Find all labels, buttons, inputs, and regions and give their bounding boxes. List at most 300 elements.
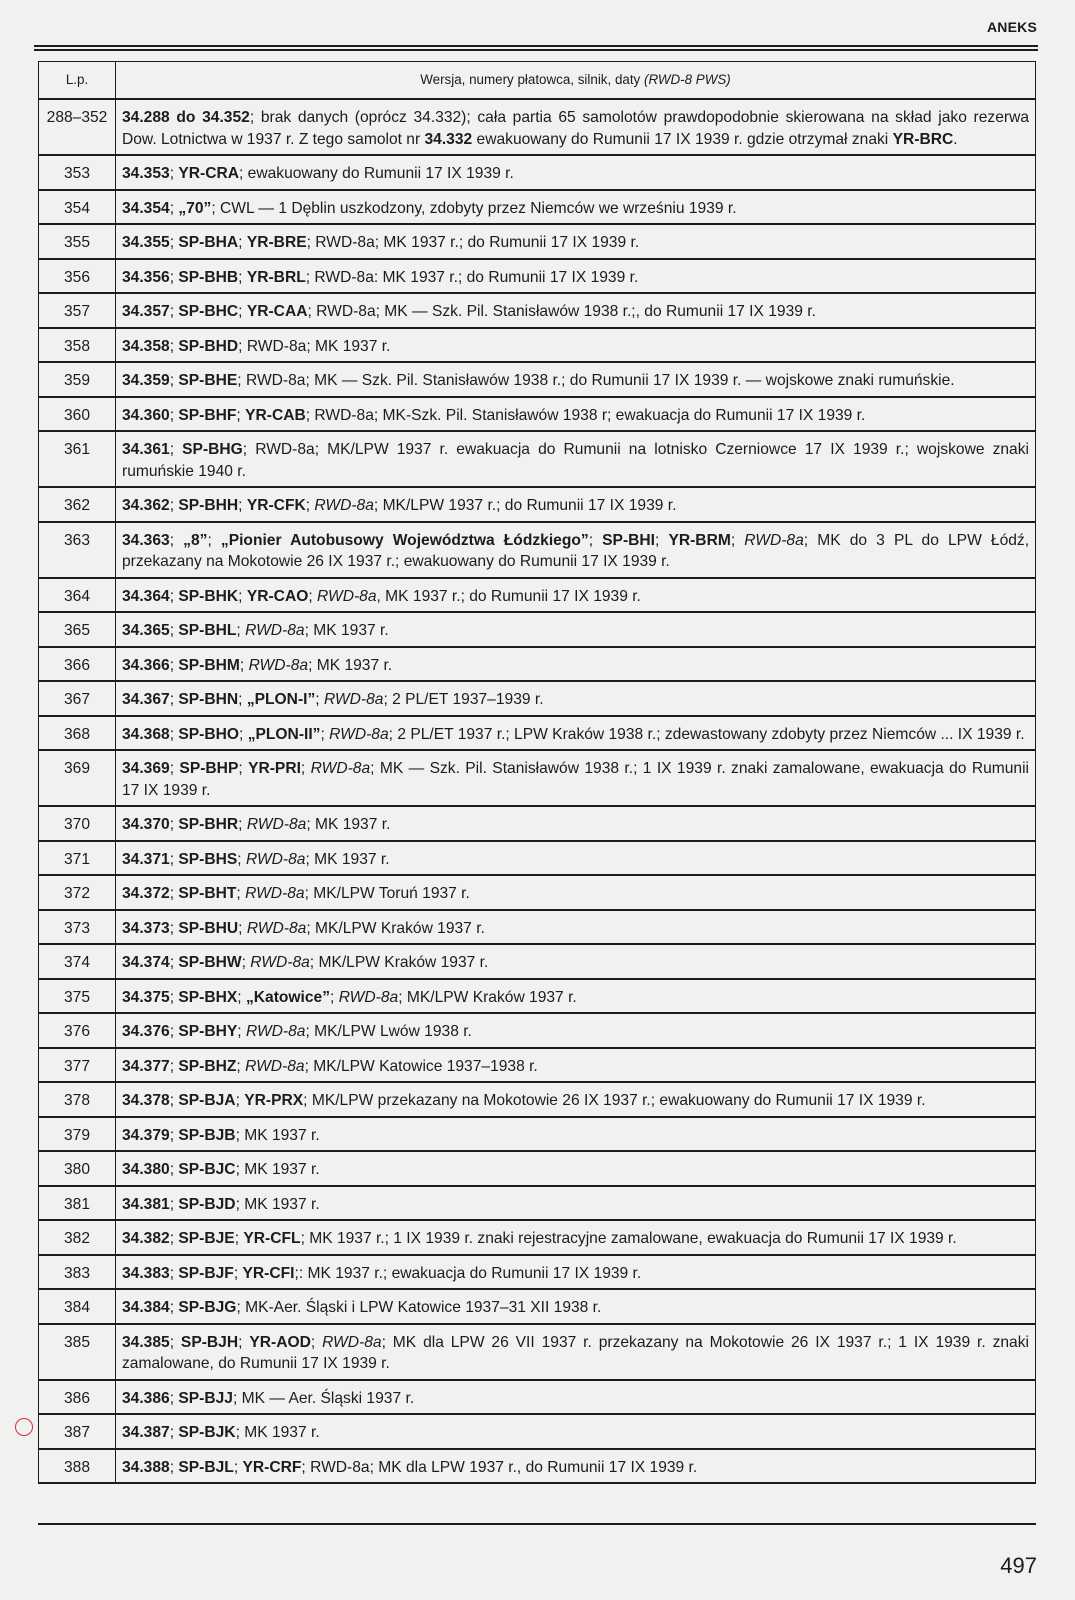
bold-text: 34.369 — [122, 760, 170, 777]
bold-text: YR-CAB — [245, 406, 306, 424]
bold-text: 34.362 — [122, 497, 170, 514]
italic-text: RWD-8a — [323, 691, 384, 708]
text: ; — [655, 531, 669, 549]
row-number-cell: 366 — [39, 647, 116, 682]
italic-text: RWD-8a — [310, 760, 371, 777]
text: ; — [169, 1230, 179, 1247]
bold-text: SP-BJB — [178, 1126, 236, 1144]
row-number-cell: 388 — [39, 1449, 116, 1484]
row-description-cell — [116, 750, 1036, 806]
text: ; — [169, 303, 179, 320]
text: ; — [236, 885, 246, 902]
text: ; — [169, 268, 179, 286]
bold-text: 34.358 — [122, 337, 170, 355]
text: ; — [169, 165, 179, 182]
text: ; RWD-8a: MK 1937 r.; do Rumunii 17 IX 1939 r. — [305, 268, 639, 286]
bold-text: SP-BHK — [178, 587, 239, 605]
bold-text: SP-BJG — [178, 1299, 237, 1316]
text: ewakuowany do Rumunii 17 IX 1939 r. gdzie otrzymał znaki — [472, 130, 893, 148]
italic-text: RWD-8a — [322, 1333, 382, 1351]
text: ; RWD-8a; MK — Szk. Pil. Stanisławów 1938 r.;, do Rumunii 17 IX 1939 r. — [307, 303, 816, 320]
bold-text: 34.367 — [122, 691, 170, 708]
table-row — [39, 681, 1036, 716]
table-body — [39, 99, 1036, 1483]
text: ; RWD-8a; MK 1937 r. — [238, 337, 391, 355]
bold-text: YR-PRX — [244, 1092, 304, 1109]
bold-text: YR-CFI — [242, 1264, 295, 1282]
table-row — [39, 944, 1036, 979]
text: ; — [169, 1092, 179, 1109]
table-row — [39, 328, 1036, 363]
table-row — [39, 224, 1036, 259]
bold-text: SP-BJC — [178, 1161, 236, 1178]
bold-text: 34.378 — [122, 1092, 170, 1109]
text: ; — [239, 656, 249, 674]
text: ; — [305, 497, 315, 514]
table-row — [39, 362, 1036, 397]
text: ; — [588, 531, 603, 549]
table-row — [39, 259, 1036, 294]
row-number-cell: 353 — [39, 155, 116, 190]
text: ; — [169, 656, 179, 674]
bold-text: 34.375 — [122, 988, 170, 1006]
text: ; MK 1937 r. — [304, 622, 389, 639]
text: ; RWD-8a; MK-Szk. Pil. Stanisławów 1938 r; ewakuacja do Rumunii 17 IX 1939 r. — [305, 406, 866, 424]
text: ; — [233, 1264, 243, 1282]
row-description-cell — [116, 1414, 1036, 1449]
row-description-cell — [116, 1324, 1036, 1380]
bold-text: 34.384 — [122, 1299, 170, 1316]
table-row — [39, 522, 1036, 578]
column-header-lp: L.p. — [39, 62, 116, 100]
column-header-description-main: Wersja, numery płatowca, silnik, daty — [420, 72, 644, 88]
text: ; — [235, 1092, 245, 1109]
table-row — [39, 1048, 1036, 1083]
text: ; — [237, 850, 246, 868]
text: ; — [239, 725, 248, 743]
row-number-cell: 372 — [39, 875, 116, 910]
row-description-cell — [116, 910, 1036, 945]
bold-text: 34.382 — [122, 1230, 170, 1247]
row-number-cell: 360 — [39, 397, 116, 432]
bold-text: SP-BHF — [178, 406, 237, 424]
bold-text: SP-BHO — [178, 725, 240, 743]
column-header-description — [116, 62, 1036, 100]
row-number-cell: 361 — [39, 431, 116, 487]
text: ; — [169, 587, 179, 605]
text: ; MK/LPW 1937 r.; do Rumunii 17 IX 1939 r. — [373, 497, 677, 514]
text: ; — [169, 372, 179, 389]
bold-text: SP-BJD — [178, 1195, 236, 1213]
bold-text: YR-BRL — [246, 268, 306, 286]
text: ; MK do 3 PL do LPW Łódź, przekazany na Mokotowie 26 IX 1937 r.; ewakuowany do Rumunii 17 IX 1939 r. — [122, 531, 1030, 570]
text: ; — [234, 1230, 244, 1247]
bold-text: „PLON-I” — [246, 691, 316, 708]
row-description-cell — [116, 578, 1036, 613]
bold-text: YR-CAO — [246, 587, 309, 605]
text: ; MK 1937 r.; 1 IX 1939 r. znaki rejestracyjne zamalowane, ewakuacja do Rumunii 17 IX 1939 r. — [300, 1230, 957, 1247]
text: ; MK 1937 r. — [235, 1161, 320, 1178]
row-number-cell: 357 — [39, 293, 116, 328]
bold-text: 34.386 — [122, 1389, 170, 1407]
text: ; brak danych (oprócz 34.332); cała partia 65 samolotów prawdopodobnie skierowana na skład jako rezerwa Dow. Lotnictwa w 1937 r. Z tego samolot nr — [122, 109, 1030, 148]
bold-text: SP-BHN — [178, 691, 239, 708]
row-number-cell: 355 — [39, 224, 116, 259]
row-description-cell — [116, 716, 1036, 751]
bold-text: SP-BJH — [180, 1333, 239, 1351]
row-number-cell: 356 — [39, 259, 116, 294]
row-description-cell — [116, 487, 1036, 522]
text: ; — [310, 1333, 323, 1351]
text: ; MK/LPW Toruń 1937 r. — [304, 885, 470, 902]
row-description-cell — [116, 328, 1036, 363]
text: ; — [169, 234, 179, 251]
text: ; — [169, 531, 184, 549]
text: ; — [241, 954, 251, 971]
row-number-cell: 374 — [39, 944, 116, 979]
bold-text: 34.332 — [424, 130, 473, 148]
text: . — [953, 130, 958, 148]
bold-text: 34.355 — [122, 234, 170, 251]
row-description-cell — [116, 647, 1036, 682]
bold-text: 34.387 — [122, 1424, 170, 1441]
bold-text: 34.381 — [122, 1195, 170, 1213]
text: ; — [237, 1023, 246, 1040]
text: ; — [169, 1299, 179, 1316]
bold-text: „PLON-II” — [247, 725, 321, 743]
row-description-cell — [116, 1220, 1036, 1255]
row-number-cell: 387 — [39, 1414, 116, 1449]
bold-text: YR-CAA — [246, 303, 308, 320]
italic-text: RWD-8a — [245, 885, 305, 902]
row-number-cell: 380 — [39, 1151, 116, 1186]
row-description-cell — [116, 612, 1036, 647]
text: ; — [238, 760, 249, 777]
text: ; — [169, 1389, 179, 1407]
table-row — [39, 1324, 1036, 1380]
bold-text: 34.361 — [122, 441, 170, 458]
row-description-cell — [116, 190, 1036, 225]
text: ; — [300, 760, 311, 777]
text: ; MK 1937 r. — [235, 1424, 320, 1441]
bold-text: YR-BRC — [892, 130, 954, 148]
table-row — [39, 99, 1036, 155]
italic-text: RWD-8a — [246, 816, 307, 833]
text: ; — [238, 268, 247, 286]
text: ; — [169, 622, 179, 639]
row-description-cell — [116, 259, 1036, 294]
text: ; MK 1937 r. — [305, 850, 390, 868]
text: ; — [315, 691, 324, 708]
row-number-cell: 369 — [39, 750, 116, 806]
italic-text: RWD-8a — [245, 622, 305, 639]
table-row — [39, 1255, 1036, 1290]
table-row — [39, 1414, 1036, 1449]
text: ; — [169, 691, 179, 708]
bold-text: 34.356 — [122, 268, 170, 286]
bold-text: SP-BJF — [178, 1264, 234, 1282]
row-description-cell — [116, 397, 1036, 432]
italic-text: RWD-8a — [250, 954, 310, 971]
text: ; — [320, 725, 330, 743]
text: ; MK/LPW przekazany na Mokotowie 26 IX 1937 r.; ewakuowany do Rumunii 17 IX 1939 r. — [303, 1092, 926, 1109]
bold-text: 34.376 — [122, 1023, 170, 1040]
text: ; — [169, 919, 179, 937]
row-number-cell: 382 — [39, 1220, 116, 1255]
table-row — [39, 750, 1036, 806]
row-number-cell: 370 — [39, 806, 116, 841]
bold-text: 34.371 — [122, 850, 170, 868]
bottom-rule — [38, 1523, 1036, 1525]
table-row — [39, 487, 1036, 522]
table-row — [39, 979, 1036, 1014]
table-row — [39, 1117, 1036, 1152]
bold-text: 34.377 — [122, 1057, 170, 1075]
row-description-cell — [116, 99, 1036, 155]
text: ; — [169, 497, 179, 514]
text: ; MK/LPW Kraków 1937 r. — [398, 988, 577, 1006]
bold-text: 34.288 do 34.352 — [122, 109, 250, 126]
text: ; MK/LPW Kraków 1937 r. — [306, 919, 485, 937]
row-description-cell — [116, 1013, 1036, 1048]
table-row — [39, 1013, 1036, 1048]
row-number-cell: 354 — [39, 190, 116, 225]
row-description-cell — [116, 944, 1036, 979]
row-number-cell: 371 — [39, 841, 116, 876]
bold-text: SP-BJL — [178, 1458, 234, 1476]
text: ; RWD-8a; MK/LPW 1937 r. ewakuacja do Rumunii na lotnisko Czerniowce 17 IX 1939 r.; wojskowe znaki rumuńskie 1940 r. — [122, 441, 1029, 480]
text: ; — [237, 988, 246, 1006]
text: ; MK dla LPW 26 VII 1937 r. przekazany na Mokotowie 26 IX 1937 r.; 1 IX 1939 r. znaki zamalowane, do Rumunii 17 IX 1939 r. — [122, 1333, 1029, 1372]
text: ; — [308, 587, 318, 605]
row-number-cell: 367 — [39, 681, 116, 716]
row-description-cell — [116, 1117, 1036, 1152]
row-number-cell: 373 — [39, 910, 116, 945]
text: ; MK-Aer. Śląski i LPW Katowice 1937–31 XII 1938 r. — [236, 1299, 602, 1316]
bold-text: 34.353 — [122, 165, 170, 182]
text: ; — [233, 1458, 243, 1476]
bold-text: SP-BHT — [178, 885, 237, 902]
text: ; MK 1937 r. — [306, 816, 391, 833]
aircraft-annex-table — [38, 61, 1036, 1484]
bold-text: 34.354 — [122, 199, 170, 217]
bold-text: „70” — [178, 199, 212, 217]
text: ; — [730, 531, 745, 549]
row-number-cell: 362 — [39, 487, 116, 522]
bold-text: SP-BHZ — [178, 1057, 237, 1075]
bold-text: YR-CFK — [246, 497, 306, 514]
page-number: 497 — [1000, 1553, 1037, 1578]
text: ; — [238, 234, 247, 251]
text: ; — [238, 919, 247, 937]
row-description-cell — [116, 293, 1036, 328]
text: ; — [238, 497, 247, 514]
text: ; — [169, 406, 179, 424]
text: ; — [238, 1333, 250, 1351]
italic-text: RWD-8a — [248, 656, 309, 674]
bold-text: 34.364 — [122, 587, 170, 605]
bold-text: SP-BJK — [178, 1424, 236, 1441]
row-number-cell: 384 — [39, 1289, 116, 1324]
bold-text: SP-BHB — [178, 268, 239, 286]
text: ; — [169, 988, 179, 1006]
text: ; MK/LPW Katowice 1937–1938 r. — [304, 1057, 538, 1075]
text: ; 2 PL/ET 1937–1939 r. — [383, 691, 544, 708]
bold-text: 34.363 — [122, 531, 170, 549]
table-row — [39, 806, 1036, 841]
bold-text: SP-BHH — [178, 497, 239, 514]
italic-text: RWD-8a — [744, 531, 804, 549]
text: ; — [169, 1458, 179, 1476]
bold-text: 34.380 — [122, 1161, 170, 1178]
table-row — [39, 190, 1036, 225]
row-number-cell: 383 — [39, 1255, 116, 1290]
text: ; — [169, 1195, 179, 1213]
row-description-cell — [116, 1082, 1036, 1117]
italic-text: RWD-8a — [314, 497, 374, 514]
table-row — [39, 841, 1036, 876]
text: ; — [169, 1126, 179, 1144]
bold-text: SP-BHR — [178, 816, 239, 833]
row-description-cell — [116, 1151, 1036, 1186]
row-description-cell — [116, 1380, 1036, 1415]
bold-text: SP-BHW — [178, 954, 242, 971]
text: ; MK — Szk. Pil. Stanisławów 1938 r.; 1 IX 1939 r. znaki zamalowane, ewakuacja do Rumunii 17 IX 1939 r. — [122, 760, 1030, 799]
text: ; — [236, 1057, 246, 1075]
text: ; — [169, 199, 179, 217]
text: , MK 1937 r.; do Rumunii 17 IX 1939 r. — [376, 587, 641, 605]
row-description-cell — [116, 1186, 1036, 1221]
row-description-cell — [116, 362, 1036, 397]
text: ; — [169, 816, 179, 833]
text: ; RWD-8a; MK dla LPW 1937 r., do Rumunii 17 IX 1939 r. — [301, 1458, 698, 1476]
bold-text: YR-BRE — [246, 234, 307, 251]
bold-text: SP-BHE — [178, 372, 238, 389]
table-row — [39, 1220, 1036, 1255]
row-number-cell: 385 — [39, 1324, 116, 1380]
table-row — [39, 1186, 1036, 1221]
row-number-cell: 288–352 — [39, 99, 116, 155]
text: ; — [330, 988, 339, 1006]
bold-text: 34.385 — [122, 1333, 170, 1351]
table-row — [39, 1151, 1036, 1186]
italic-text: RWD-8a — [245, 850, 306, 868]
bold-text: 34.388 — [122, 1458, 170, 1476]
bold-text: SP-BHM — [178, 656, 240, 674]
row-number-cell: 386 — [39, 1380, 116, 1415]
row-number-cell: 378 — [39, 1082, 116, 1117]
text: ; — [236, 622, 246, 639]
text: ; MK 1937 r. — [235, 1126, 320, 1144]
table-row — [39, 155, 1036, 190]
bold-text: 34.370 — [122, 816, 170, 833]
text: ; RWD-8a; MK 1937 r.; do Rumunii 17 IX 1939 r. — [306, 234, 640, 251]
row-description-cell — [116, 224, 1036, 259]
table-row — [39, 1380, 1036, 1415]
bold-text: 34.357 — [122, 303, 170, 320]
running-head: ANEKS — [986, 19, 1037, 35]
table-row — [39, 1289, 1036, 1324]
row-number-cell: 359 — [39, 362, 116, 397]
bold-text: 34.374 — [122, 954, 170, 971]
bold-text: SP-BHS — [178, 850, 238, 868]
text: ; — [169, 1057, 179, 1075]
bold-text: „8” — [183, 531, 208, 549]
bold-text: 34.379 — [122, 1126, 170, 1144]
bold-text: YR-BRM — [668, 531, 731, 549]
table-row — [39, 431, 1036, 487]
text: ; — [169, 760, 180, 777]
bold-text: 34.359 — [122, 372, 170, 389]
text: ; — [169, 337, 179, 355]
bold-text: SP-BHY — [178, 1023, 238, 1040]
bold-text: YR-CFL — [243, 1230, 301, 1247]
italic-text: RWD-8a — [317, 587, 377, 605]
bold-text: 34.366 — [122, 656, 170, 674]
bold-text: YR-CRF — [242, 1458, 302, 1476]
text: ; 2 PL/ET 1937 r.; LPW Kraków 1938 r.; zdewastowany zdobyty przez Niemców ... IX 1939 r. — [388, 725, 1025, 743]
text: ; — [238, 816, 247, 833]
bold-text: SP-BJA — [178, 1092, 236, 1109]
row-description-cell — [116, 155, 1036, 190]
bold-text: SP-BHD — [178, 337, 239, 355]
italic-text: RWD-8a — [246, 919, 307, 937]
text: ; — [236, 406, 246, 424]
row-description-cell — [116, 1289, 1036, 1324]
table-row — [39, 910, 1036, 945]
row-description-cell — [116, 875, 1036, 910]
text: ; — [169, 441, 183, 458]
text: ; MK — Aer. Śląski 1937 r. — [232, 1389, 415, 1407]
row-number-cell: 381 — [39, 1186, 116, 1221]
bold-text: SP-BHP — [179, 760, 239, 777]
bold-text: SP-BHL — [178, 622, 237, 639]
table-row — [39, 612, 1036, 647]
bold-text: „Katowice” — [245, 988, 331, 1006]
text: ; — [169, 850, 179, 868]
text: ; CWL — 1 Dęblin uszkodzony, zdobyty przez Niemców we wrześniu 1939 r. — [211, 199, 737, 217]
text: ; — [238, 587, 247, 605]
table-row — [39, 1082, 1036, 1117]
row-description-cell — [116, 806, 1036, 841]
table-row — [39, 293, 1036, 328]
bold-text: SP-BHC — [178, 303, 239, 320]
bold-text: YR-CRA — [178, 165, 240, 182]
italic-text: RWD-8a — [245, 1057, 305, 1075]
text: ; RWD-8a; MK — Szk. Pil. Stanisławów 1938 r.; do Rumunii 17 IX 1939 r. — wojskowe znaki rumuńskie. — [237, 372, 955, 389]
bold-text: YR-AOD — [249, 1333, 311, 1351]
row-description-cell — [116, 1048, 1036, 1083]
row-description-cell — [116, 681, 1036, 716]
row-description-cell — [116, 522, 1036, 578]
bold-text: SP-BHG — [182, 441, 243, 458]
text: ; MK 1937 r. — [308, 656, 393, 674]
text: ; — [169, 885, 179, 902]
bold-text: YR-PRI — [248, 760, 301, 777]
table-row — [39, 578, 1036, 613]
bold-text: SP-BHU — [178, 919, 239, 937]
top-double-rule — [34, 45, 1038, 51]
bold-text: „Pionier Autobusowy Województwa Łódzkiego” — [220, 531, 589, 549]
text: ; — [169, 1264, 179, 1282]
red-circle-marker — [15, 1418, 33, 1436]
row-description-cell — [116, 841, 1036, 876]
row-number-cell: 363 — [39, 522, 116, 578]
text: ; — [169, 1424, 179, 1441]
text: ; ewakuowany do Rumunii 17 IX 1939 r. — [239, 165, 514, 182]
row-number-cell: 376 — [39, 1013, 116, 1048]
column-header-description-italic: (RWD-8 PWS) — [643, 72, 731, 88]
